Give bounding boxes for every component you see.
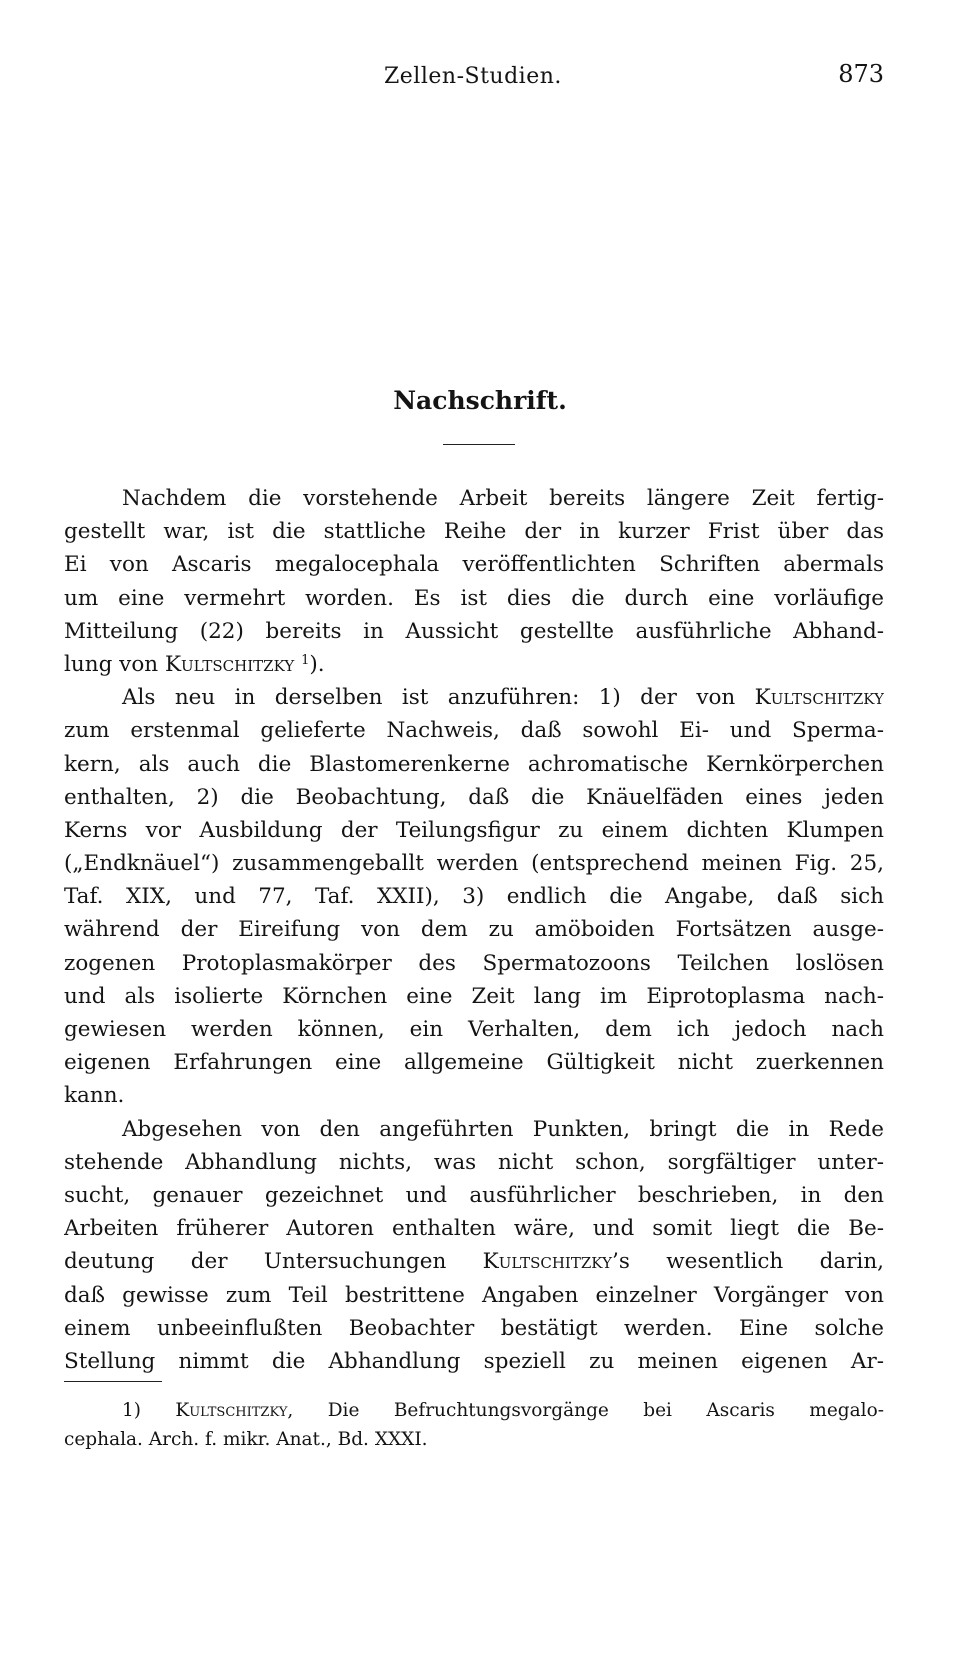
text-line: Ei von Ascaris megalocephala veröffentlichten Schriften abermals (64, 552, 884, 578)
footnote (64, 1396, 884, 1454)
page-number: 873 (838, 60, 884, 88)
text-line: eigenen Erfahrungen eine allgemeine Gültigkeit nicht zuerkennen (64, 1050, 884, 1076)
footnote-line: cephala. Arch. f. mikr. Anat., Bd. XXXI. (64, 1429, 428, 1450)
paragraph-3 (64, 1113, 884, 1379)
footnote-line (64, 1396, 884, 1425)
text-line: gewiesen werden können, ein Verhalten, dem ich jedoch nach (64, 1017, 884, 1042)
text-line: daß gewisse zum Teil bestrittene Angaben einzelner Vorgänger von (64, 1282, 884, 1308)
text-line (64, 1245, 884, 1278)
text-line: zogenen Protoplasmakörper des Spermatozoons Teilchen loslösen (64, 950, 884, 976)
text-line: während der Eireifung von dem zu amöboiden Fortsätzen ausge- (64, 917, 884, 943)
text-line: zum erstenmal gelieferte Nachweis, daß sowohl Ei- und Sperma- (64, 718, 884, 744)
text-line: stehende Abhandlung nichts, was nicht schon, sorgfältiger unter- (64, 1149, 884, 1175)
text-line: Kerns vor Ausbildung der Teilungsfigur zu einem dichten Klumpen (64, 817, 884, 843)
paragraph-2 (64, 681, 884, 1112)
text-line: („Endknäuel“) zusammengeballt werden (entsprechend meinen Fig. 25, (64, 851, 884, 877)
author-name: Kultschitzky (175, 1400, 288, 1421)
text-line: Mitteilung (22) bereits in Aussicht gestellte ausführliche Abhand- (64, 618, 884, 644)
author-name: Kultschitzky (754, 685, 884, 711)
paragraph-1 (64, 482, 884, 681)
text-line: Nachdem die vorstehende Arbeit bereits längere Zeit fertig- (122, 486, 884, 511)
text-line: kann. (64, 1083, 125, 1109)
text-line: gestellt war, ist die stattliche Reihe der in kurzer Frist über das (64, 519, 884, 545)
text-line: um eine vermehrt worden. Es ist dies die durch eine vorläufige (64, 585, 884, 611)
running-title: Zellen-Studien. (384, 64, 562, 89)
footnote-rule (64, 1381, 162, 1382)
text-line (64, 681, 884, 714)
footnote-ref: 1 (301, 652, 310, 668)
text-line: einem unbeeinflußten Beobachter bestätigt werden. Eine solche (64, 1315, 884, 1341)
text-line: kern, als auch die Blastomerenkerne achromatische Kernkörperchen (64, 751, 884, 777)
text-fragment: lung von (64, 651, 165, 677)
text-line: Arbeiten früherer Autoren enthalten wäre, und somit liegt die Be- (64, 1216, 884, 1242)
text-line: Abgesehen von den angeführten Punkten, bringt die in Rede (122, 1116, 884, 1142)
text-fragment: ’s wesentlich darin, (612, 1249, 884, 1275)
text-line: und als isolierte Körnchen eine Zeit lang im Eiprotoplasma nach- (64, 983, 884, 1009)
text-line: enthalten, 2) die Beobachtung, daß die Knäuelfäden eines jeden (64, 784, 884, 810)
text-fragment: , Die Befruchtungsvorgänge bei Ascaris megalo- (287, 1400, 884, 1421)
text-fragment: deutung der Untersuchungen (64, 1249, 483, 1275)
body-text (64, 482, 884, 1378)
text-line (64, 648, 884, 681)
text-line: sucht, genauer gezeichnet und ausführlicher beschrieben, in den (64, 1182, 884, 1208)
footnote-marker: 1) (122, 1400, 176, 1421)
author-name: Kultschitzky (164, 651, 295, 677)
text-fragment: ). (309, 651, 325, 677)
text-line: Stellung nimmt die Abhandlung speziell zu meinen eigenen Ar- (64, 1348, 884, 1374)
author-name: Kultschitzky (482, 1249, 612, 1275)
heading-rule (443, 444, 515, 445)
section-heading: Nachschrift. (393, 386, 567, 415)
running-head (64, 60, 884, 100)
text-fragment: Als neu in derselben ist anzuführen: 1) der von (122, 685, 755, 711)
text-line: Taf. XIX, und 77, Taf. XXII), 3) endlich die Angabe, daß sich (64, 884, 884, 910)
